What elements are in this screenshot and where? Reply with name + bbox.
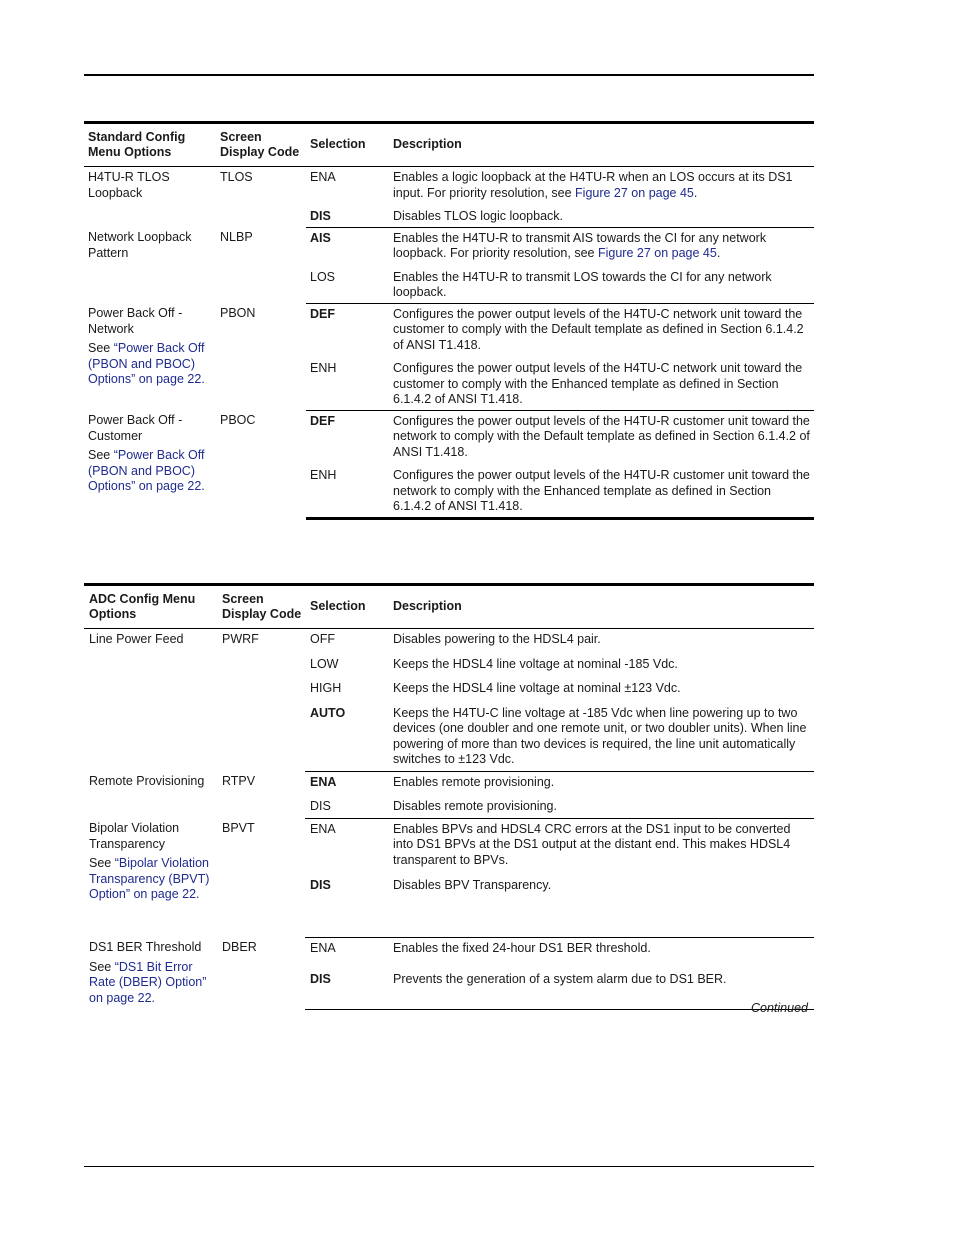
selection-cell-default: DEF [310,413,335,428]
code-cell: PBOC [220,413,256,427]
cross-reference-link[interactable]: “Power Back Off (PBON and PBOC) Options” on page 22. [88,448,205,493]
description-cell: Enables a logic loopback at the H4TU-R when an LOS occurs at its DS1 input. For priority resolution, see Figure 27 on page 45. [393,170,793,200]
cross-reference-link[interactable]: “Power Back Off (PBON and PBOC) Options” on page 22. [88,341,205,386]
column-header-description: Description [389,123,814,167]
selection-cell-default: AIS [310,230,331,245]
option-cell: Bipolar Violation Transparency See “Bipolar Violation Transparency (BPVT) Option” on page 22. [89,821,210,901]
code-cell: NLBP [220,230,253,244]
cross-reference-link[interactable]: Figure 27 on page 45 [597,246,717,260]
continued-note: Continued [751,1001,808,1015]
selection-cell: ENA [310,940,336,955]
selection-cell-default: DIS [305,966,388,1010]
header-rule [84,74,814,76]
table-row [84,410,814,462]
option-cell: DS1 BER Threshold See “DS1 Bit Error Rate (DBER) Option” on page 22. [89,940,207,1005]
option-cell: Power Back Off - Network See “Power Back Off (PBON and PBOC) Options” on page 22. [88,306,205,386]
description-cell: Enables BPVs and HDSL4 CRC errors at the DS1 input to be converted into DS1 BPVs at the DS1 output at the distant end. This makes HDSL4 transparent to BPVs. [393,821,791,867]
column-header-option: Standard Config Menu Options [84,123,216,167]
selection-cell-default: DEF [310,306,335,321]
option-cell: Line Power Feed [89,632,184,646]
table-row [84,937,814,966]
selection-cell: DIS [305,793,388,818]
table-row [84,771,814,793]
standard-config-table [84,121,814,520]
description-cell: Configures the power output levels of the H4TU-R customer unit toward the network to comply with the Enhanced template as defined in Section 6.1.4.2 of ANSI T1.418. [389,462,814,518]
column-header-code: Screen Display Code [216,123,306,167]
cross-reference-link[interactable]: “DS1 Bit Error Rate (DBER) Option” on page 22. [89,959,207,1005]
description-cell: Enables the fixed 24-hour DS1 BER threshold. [393,940,651,955]
adc-config-table [84,583,814,1010]
code-cell: BPVT [222,821,255,835]
selection-cell: OFF [310,632,335,646]
column-header-selection: Selection [306,123,389,167]
column-header-code: Screen Display Code [217,585,305,629]
option-cell: H4TU-R TLOS Loopback [88,170,170,200]
footer-rule [84,1166,814,1167]
selection-cell: ENH [306,355,389,410]
description-cell: Enables the H4TU-R to transmit LOS towards the CI for any network loopback. [389,264,814,304]
column-header-description: Description [388,585,814,629]
selection-cell: LOS [306,264,389,304]
table-header-row [84,123,814,167]
selection-cell: ENH [306,462,389,518]
description-cell: Keeps the H4TU-C line voltage at -185 Vdc when line powering up to two devices (one doubler and one remote unit, or two doubler units). When line powering of more than two devices is required, the line unit automatically switches to ±123 Vdc. [388,700,814,772]
description-cell: Disables TLOS logic loopback. [389,203,814,227]
column-header-option: ADC Config Menu Options [84,585,217,629]
selection-cell: LOW [310,656,339,671]
selection-cell: ENA [310,170,336,184]
code-cell: DBER [222,940,257,954]
selection-cell-default: DIS [306,203,389,227]
column-header-selection: Selection [305,585,388,629]
selection-cell: ENA [310,821,336,836]
description-cell: Prevents the generation of a system alarm due to DS1 BER. [388,966,814,1010]
description-cell: Disables remote provisioning. [388,793,814,818]
table-row [84,303,814,355]
description-cell: Configures the power output levels of the H4TU-C network unit toward the customer to comply with the Default template as defined in Section 6.1.4.2 of ANSI T1.418. [393,306,804,352]
code-cell: RTPV [222,774,256,788]
description-cell: Disables BPV Transparency. [388,875,814,938]
description-cell: Enables the H4TU-R to transmit AIS towards the CI for any network loopback. For priority resolution, see Figure 27 on page 45. [393,230,767,260]
table-row [84,629,814,651]
description-cell: Enables remote provisioning. [393,774,555,789]
selection-cell-default: DIS [305,875,388,938]
table-row [84,818,814,875]
table-row [84,167,814,204]
table-header-row [84,585,814,629]
code-cell: PWRF [222,632,259,646]
option-cell: Remote Provisioning [89,774,205,788]
cross-reference-link[interactable]: Figure 27 on page 45 [575,185,694,200]
option-cell: Network Loopback Pattern [88,230,192,260]
selection-cell-default: ENA [310,774,337,789]
description-cell: Configures the power output levels of the H4TU-R customer unit toward the network to comply with the Default template as defined in Section 6.1.4.2 of ANSI T1.418. [393,413,810,459]
description-cell: Configures the power output levels of the H4TU-C network unit toward the customer to comply with the Enhanced template as defined in Section 6.1.4.2 of ANSI T1.418. [389,355,814,410]
option-cell: Power Back Off - Customer See “Power Back Off (PBON and PBOC) Options” on page 22. [88,413,205,493]
selection-cell-default: AUTO [305,700,388,772]
description-cell: Keeps the HDSL4 line voltage at nominal ±123 Vdc. [393,681,681,695]
description-cell: Disables powering to the HDSL4 pair. [393,632,601,646]
cross-reference-link[interactable]: “Bipolar Violation Transparency (BPVT) Option” on page 22. [89,856,210,901]
code-cell: TLOS [220,170,253,184]
description-cell: Keeps the HDSL4 line voltage at nominal -185 Vdc. [393,656,678,671]
selection-cell: HIGH [310,681,342,695]
code-cell: PBON [220,306,256,320]
table-row [84,227,814,264]
